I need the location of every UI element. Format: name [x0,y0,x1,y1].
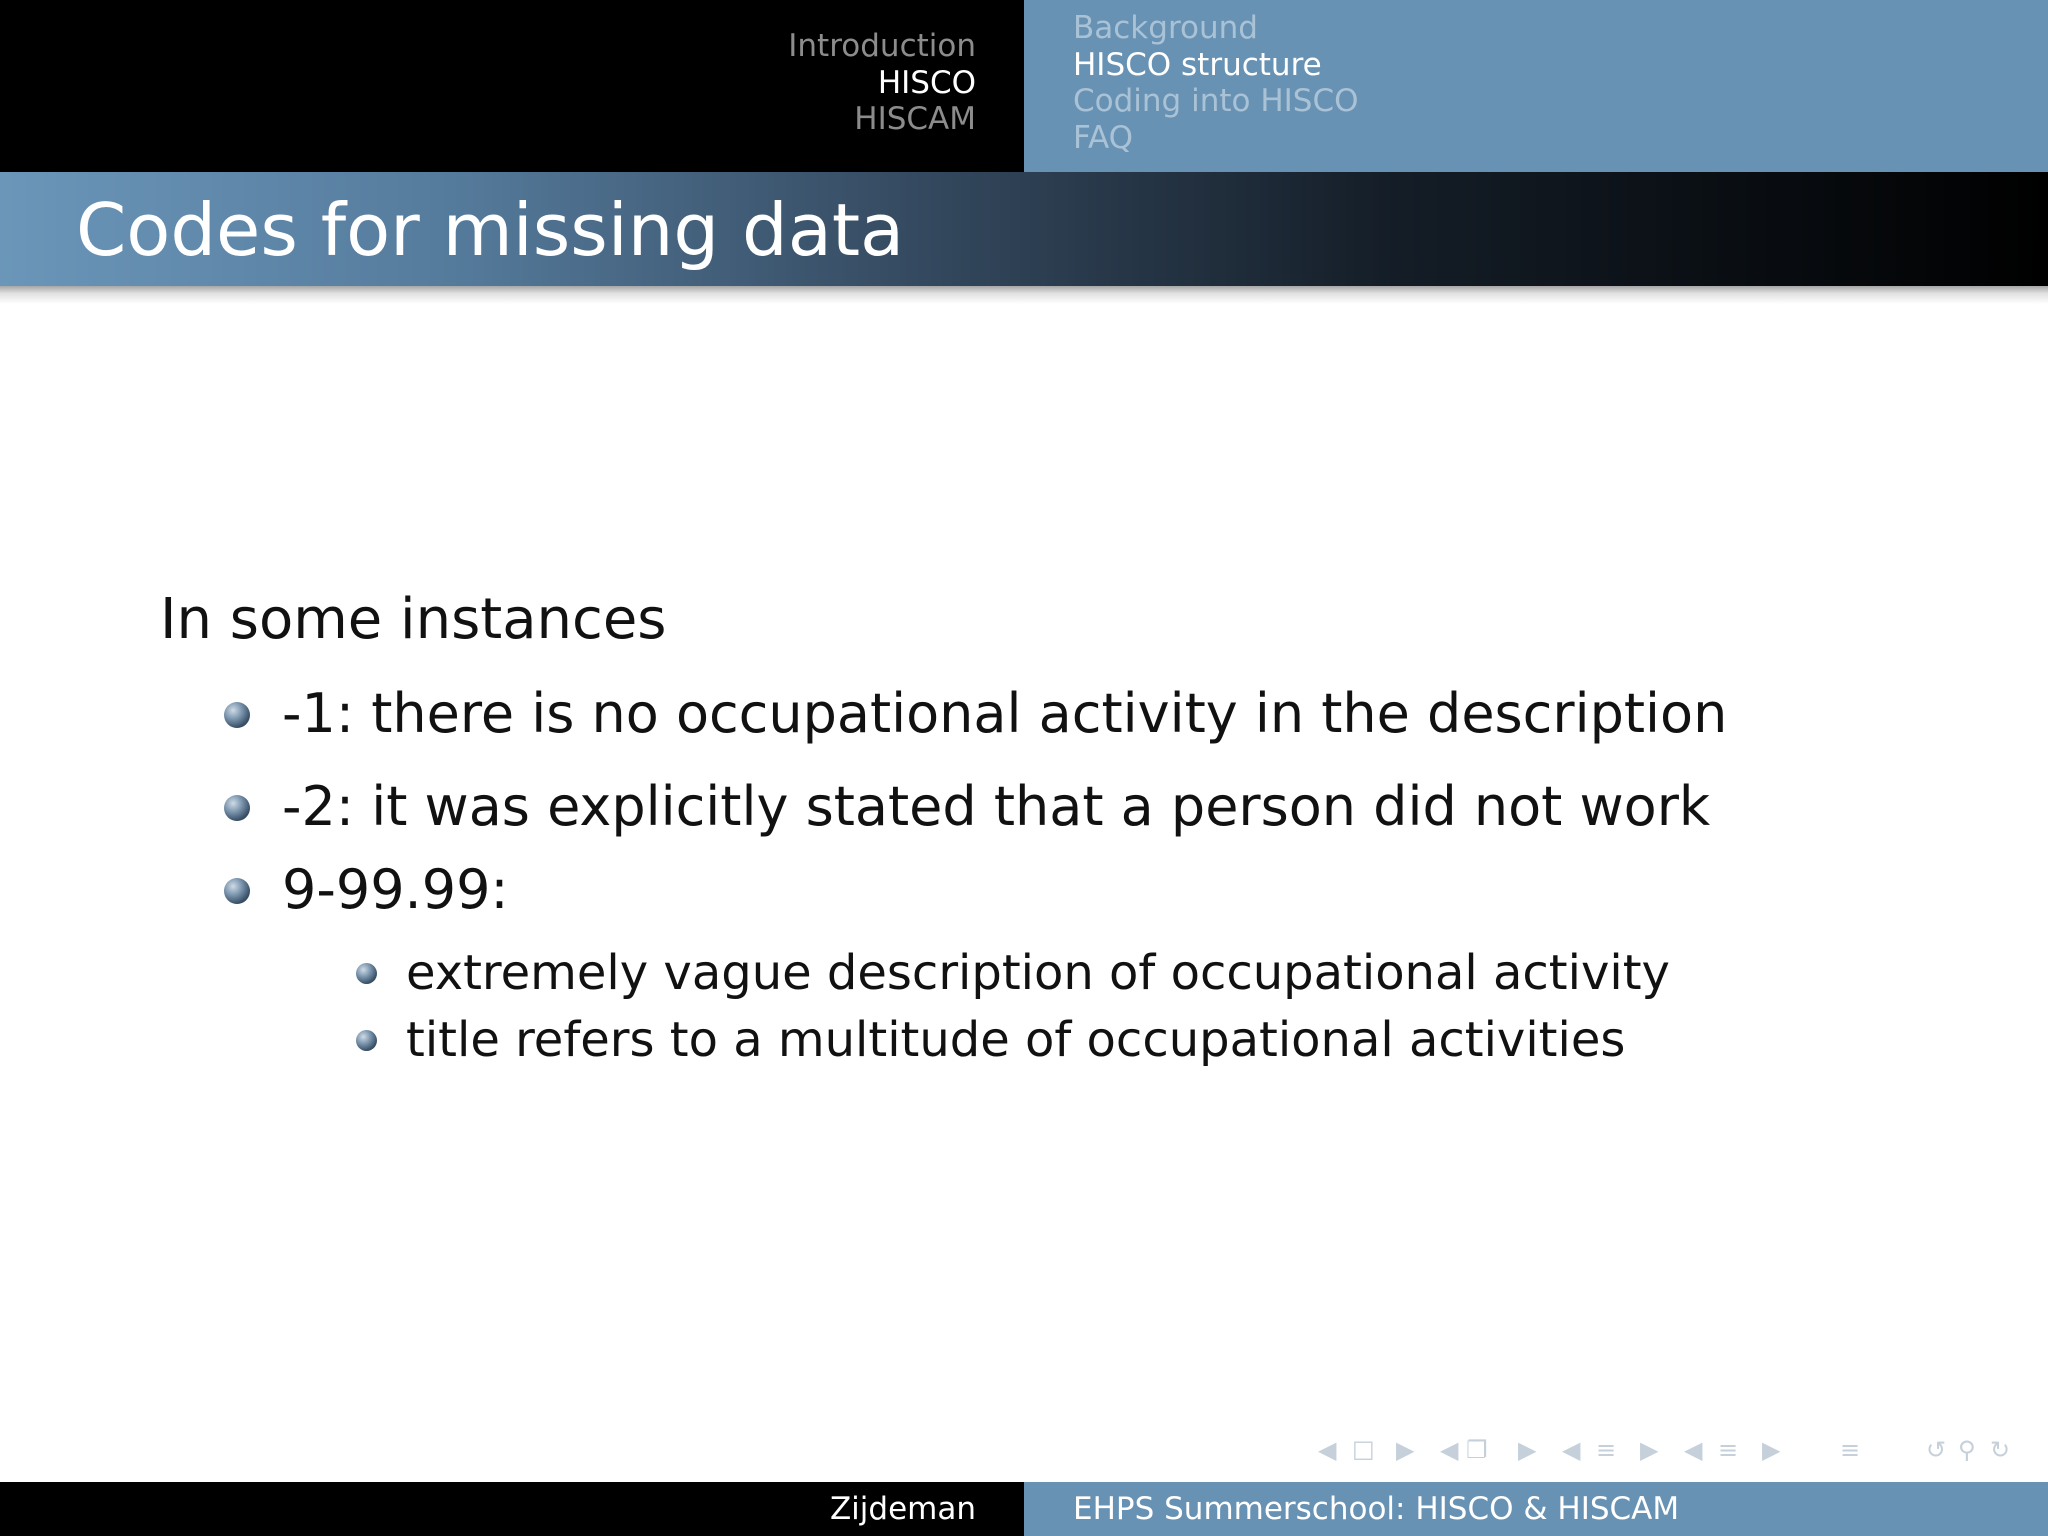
forward-icon[interactable]: ↻ [1990,1436,2011,1464]
bullet-ball-icon [356,963,377,984]
slide-icon[interactable]: □ [1352,1435,1375,1463]
footer-author-bar [0,1482,1024,1536]
frame-title: Codes for missing data [76,188,905,272]
list-item [282,682,1727,746]
slide-prev-icon[interactable]: ◀ [1318,1436,1337,1464]
slide-next-icon[interactable]: ▶ [1396,1436,1415,1464]
footer-title-bar [1024,1482,2048,1536]
section-navigation [0,0,1024,172]
navigation-symbols [0,1434,2048,1466]
intro-text: In some instances [160,587,667,652]
list-item-text: -1: there is no occupational activity in the description [282,682,1728,745]
section-hisco[interactable]: HISCO [877,64,976,101]
bullet-ball-icon [356,1030,377,1051]
section-icon[interactable]: ≡ [1718,1436,1739,1464]
section-list [788,28,976,138]
subsection-coding-into-hisco[interactable]: Coding into HISCO [1073,83,1359,119]
section-hiscam[interactable]: HISCAM [854,101,976,137]
section-next-icon[interactable]: ▶ [1762,1436,1781,1464]
footer-author: Zijdeman [829,1491,976,1527]
section-introduction[interactable]: Introduction [788,28,976,64]
list-item-text: -2: it was explicitly stated that a person did not work [282,775,1711,838]
search-icon[interactable]: ⚲ [1958,1436,1976,1464]
sub-list-item [406,944,1670,1002]
sub-list-item [406,1011,1625,1069]
subsection-navigation [1024,0,2048,172]
subsection-hisco-structure[interactable]: HISCO structure [1073,46,1322,83]
bullet-ball-icon [224,795,250,821]
list-item [282,858,509,922]
toc-icon[interactable]: ≡ [1840,1436,1861,1464]
section-prev-icon[interactable]: ◀ [1684,1436,1703,1464]
list-item-text: 9-99.99: [282,858,509,921]
subsection-prev-icon[interactable]: ◀ [1562,1436,1581,1464]
sub-list-item-text: extremely vague description of occupational activity [406,945,1670,1001]
frame-next-icon[interactable]: ▶ [1518,1436,1537,1464]
subsection-icon[interactable]: ≡ [1596,1436,1617,1464]
frame-icon[interactable]: ❐ [1466,1436,1488,1464]
sub-list-item-text: title refers to a multitude of occupational activities [406,1012,1626,1068]
list-item [282,775,1710,839]
subsection-faq[interactable]: FAQ [1073,119,1134,156]
subsection-list [1073,10,1359,156]
frame-prev-icon[interactable]: ◀ [1440,1436,1459,1464]
back-icon[interactable]: ↺ [1926,1436,1947,1464]
subsection-background[interactable]: Background [1073,10,1258,46]
footer-title: EHPS Summerschool: HISCO & HISCAM [1073,1491,1680,1527]
title-bar-shadow [0,286,2048,304]
bullet-ball-icon [224,878,250,904]
bullet-ball-icon [224,702,250,728]
subsection-next-icon[interactable]: ▶ [1640,1436,1659,1464]
